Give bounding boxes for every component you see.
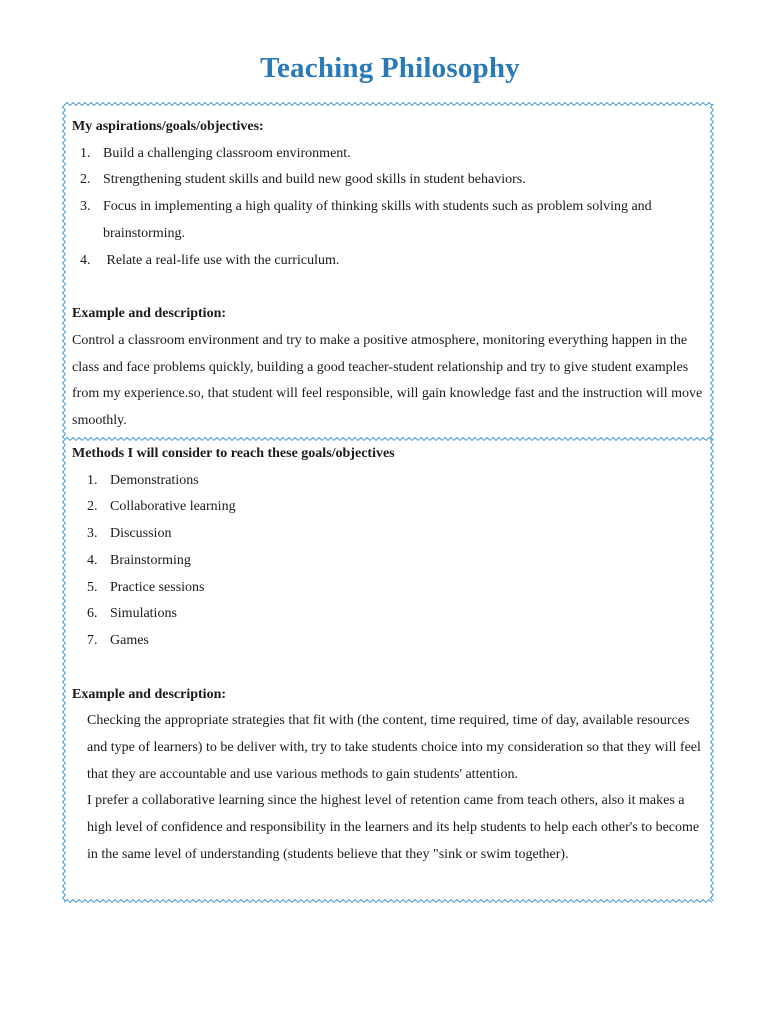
list-item-text: Focus in implementing a high quality of thinking skills with students such as problem solving and brainstorming. [103,199,652,241]
page-title: Teaching Philosophy [260,52,520,84]
list-item [72,494,706,521]
methods-heading: Methods I will consider to reach these goals/objectives [72,446,395,461]
example-paragraph: Control a classroom environment and try to make a positive atmosphere, monitoring everything happen in the class and face problems quickly, building a good teacher-student relationship and try to give student examples from my experience.so, that student will feel responsible, will gain knowledge fast and the instruction will move smoothly. [72,332,703,429]
decorative-border-left [61,104,67,439]
list-item [72,141,706,168]
list-item [72,167,706,194]
list-number: 6. [87,606,98,622]
goals-heading: My aspirations/goals/objectives: [72,119,264,134]
goals-content [72,114,706,435]
list-item-text: Relate a real-life use with the curriculum. [103,252,340,268]
example-paragraph-2: I prefer a collaborative learning since the highest level of retention came from teach others, also it makes a high level of confidence and responsibility in the learners and its help students to help each other's to become in the same level of understanding (students believe that they "sink or swim together). [87,793,700,862]
methods-list [72,468,706,655]
list-item-text: Build a challenging classroom environment. [103,145,351,161]
decorative-border-top [64,101,712,107]
blank-line [72,655,706,682]
methods-content [72,441,706,869]
list-item [72,601,706,628]
list-item-text: Games [110,632,149,648]
goals-section [64,104,712,439]
list-number: 2. [80,172,91,188]
blank-line [72,274,706,301]
list-item [72,468,706,495]
list-item [72,548,706,575]
decorative-border-right [709,104,715,439]
list-number: 3. [87,526,98,542]
list-item-text: Discussion [110,526,172,542]
list-number: 1. [87,472,98,488]
list-number: 2. [87,499,98,515]
goals-list [72,141,706,275]
example-paragraph-1: Checking the appropriate strategies that fit with (the content, time required, time of day, available resources and type of learners) to be deliver with, try to take students choice into my consideration so that they will feel that they are accountable and use various methods to gain students' attention. [87,713,701,782]
list-item [72,194,706,247]
list-item [72,248,706,275]
list-number: 5. [87,579,98,595]
list-item-text: Strengthening student skills and build new good skills in student behaviors. [103,172,526,188]
list-number: 4. [87,552,98,568]
example-heading: Example and description: [72,686,227,702]
list-item-text: Collaborative learning [110,499,236,515]
list-item-text: Demonstrations [110,472,199,488]
example-heading: Example and description: [72,306,227,322]
decorative-border-right [709,439,715,901]
list-number: 4. [80,252,91,268]
list-item [72,575,706,602]
list-number: 1. [80,145,91,161]
list-item-text: Simulations [110,606,177,622]
list-item-text: Brainstorming [110,552,191,568]
list-item [72,521,706,548]
list-number: 7. [87,632,98,648]
methods-section [64,439,712,901]
list-item-text: Practice sessions [110,579,205,595]
list-number: 3. [80,199,91,215]
decorative-border-left [61,439,67,901]
decorative-border-bottom [64,898,712,904]
list-item [72,628,706,655]
